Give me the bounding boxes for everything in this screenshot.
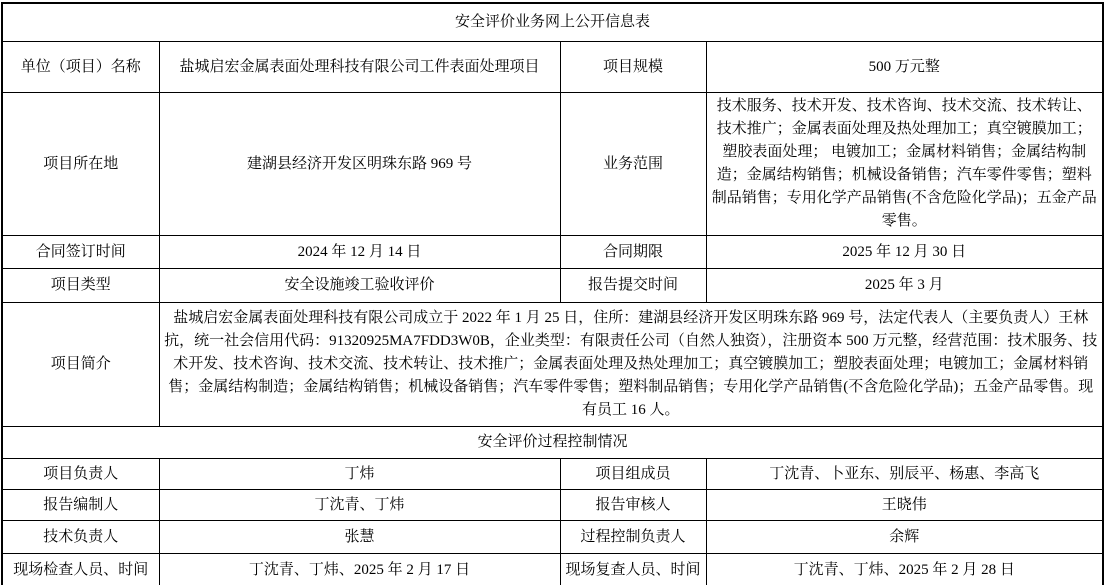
location-value: 建湖县经济开发区明珠东路 969 号 (159, 93, 560, 236)
section-header-row (2, 427, 1103, 459)
project-members-label: 项目组成员 (560, 459, 706, 490)
document-sheet (1, 2, 1104, 585)
table-row (2, 269, 1103, 303)
project-leader-value: 丁炜 (159, 459, 560, 490)
table-row (2, 459, 1103, 490)
site-review-label: 现场复查人员、时间 (560, 554, 706, 585)
safety-evaluation-info-table (1, 2, 1104, 585)
project-type-label: 项目类型 (2, 269, 159, 303)
business-scope-label: 业务范围 (560, 93, 706, 236)
report-compiler-label: 报告编制人 (2, 490, 159, 521)
project-profile-label: 项目简介 (2, 303, 159, 427)
table-title-row (2, 3, 1103, 42)
business-scope-value: 技术服务、技术开发、技术咨询、技术交流、技术转让、技术推广；金属表面处理及热处理加工；真空镀膜加工；塑胶表面处理； 电镀加工；金属材料销售；金属结构制造；金属结构销售；机械设备销售；汽车零件零售；塑料制品销售；专用化学产品销售(不含危险化学品)；五金产品零售。 (706, 93, 1103, 236)
unit-name-label: 单位（项目）名称 (2, 42, 159, 93)
project-type-value: 安全设施竣工验收评价 (159, 269, 560, 303)
page-title: 安全评价业务网上公开信息表 (2, 3, 1103, 42)
project-profile-value: 盐城启宏金属表面处理科技有限公司成立于 2022 年 1 月 25 日，住所：建湖县经济开发区明珠东路 969 号，法定代表人（主要负责人）王林抗，统一社会信用代码：91320925MA7FDD3W0B，企业类型：有限责任公司（自然人独资），注册资本 500 万元整，经营范围：技术服务、技术开发、技术咨询、技术交流、技术转让、技术推广；金属表面处理及热处理加工；真空镀膜加工；塑胶表面处理；电镀加工；金属材料销售；金属结构制造；金属结构销售；机械设备销售；汽车零件零售；塑料制品销售；专用化学产品销售(不含危险化学品)；五金产品零售。现有员工 16 人。 (159, 303, 1103, 427)
report-submit-time-value: 2025 年 3 月 (706, 269, 1103, 303)
process-control-leader-label: 过程控制负责人 (560, 521, 706, 554)
technical-leader-value: 张慧 (159, 521, 560, 554)
table-row (2, 521, 1103, 554)
project-members-value: 丁沈青、卜亚东、别辰平、杨惠、李高飞 (706, 459, 1103, 490)
contract-term-value: 2025 年 12 月 30 日 (706, 236, 1103, 269)
table-row (2, 490, 1103, 521)
site-review-value: 丁沈青、丁炜、2025 年 2 月 28 日 (706, 554, 1103, 585)
report-submit-time-label: 报告提交时间 (560, 269, 706, 303)
project-scale-value: 500 万元整 (706, 42, 1103, 93)
table-row (2, 236, 1103, 269)
unit-name-value: 盐城启宏金属表面处理科技有限公司工件表面处理项目 (159, 42, 560, 93)
report-reviewer-label: 报告审核人 (560, 490, 706, 521)
report-compiler-value: 丁沈青、丁炜 (159, 490, 560, 521)
site-inspection-label: 现场检查人员、时间 (2, 554, 159, 585)
process-control-section-title: 安全评价过程控制情况 (2, 427, 1103, 459)
project-scale-label: 项目规模 (560, 42, 706, 93)
technical-leader-label: 技术负责人 (2, 521, 159, 554)
table-row (2, 554, 1103, 585)
report-reviewer-value: 王晓伟 (706, 490, 1103, 521)
location-label: 项目所在地 (2, 93, 159, 236)
process-control-leader-value: 余辉 (706, 521, 1103, 554)
site-inspection-value: 丁沈青、丁炜、2025 年 2 月 17 日 (159, 554, 560, 585)
table-row (2, 93, 1103, 236)
table-row (2, 42, 1103, 93)
table-row (2, 303, 1103, 427)
contract-sign-date-label: 合同签订时间 (2, 236, 159, 269)
contract-term-label: 合同期限 (560, 236, 706, 269)
project-leader-label: 项目负责人 (2, 459, 159, 490)
contract-sign-date-value: 2024 年 12 月 14 日 (159, 236, 560, 269)
